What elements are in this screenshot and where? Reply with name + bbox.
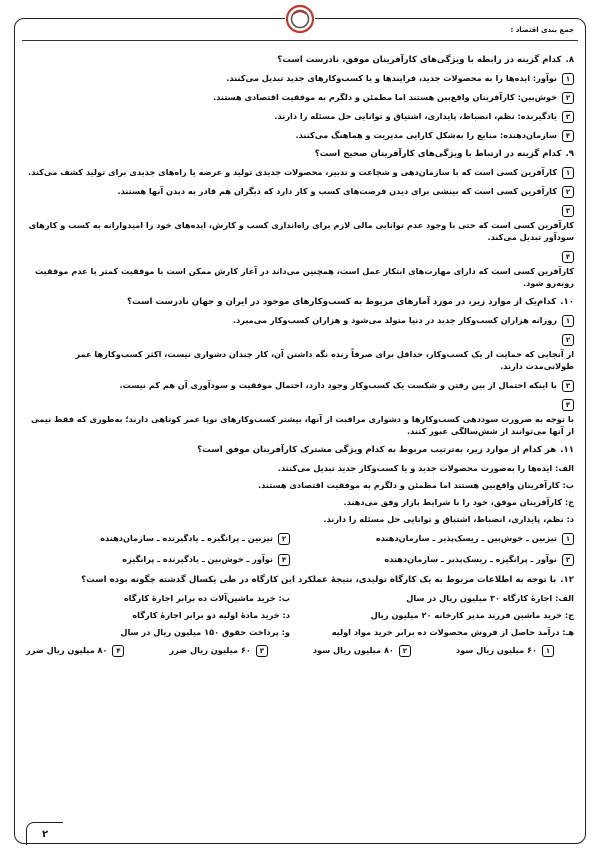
option-number: ۴ (562, 399, 574, 411)
question-title: ۹.کدام گزینه در ارتباط با ویژگی‌های کارآفرینان صحیح است؟ (314, 149, 574, 159)
option[interactable]: ۱ کارآفرین کسی است که با سازمان‌دهی و شجاعت و تدبیر، محصولات جدیدی تولید و عرضه یا راه‌های جدیدی برای تولید کشف می‌کند. (26, 166, 574, 179)
statement: ج: کارآفرینان موفق، خود را با شرایط بازار وفق می‌دهند. (343, 497, 574, 507)
option-number: ۲ (278, 533, 290, 545)
option[interactable]: ۱ نوآور: ایده‌ها را به محصولات جدید، فرایندها و یا کسب‌وکارهای جدید تبدیل می‌کنند. (26, 72, 574, 85)
statement: ب: کارآفرینان واقع‌بین هستند اما مطمئن و دلگرم به موفقیت اقتصادی هستند. (257, 480, 574, 490)
option-number: ۲ (562, 92, 574, 104)
question-11 (26, 444, 574, 568)
info-item: ب: خرید ماشین‌آلات ده برابر اجارهٔ کارگاه (123, 593, 290, 603)
question-9 (26, 148, 574, 289)
option[interactable]: ۱ روزانه هزاران کسب‌وکار جدید در دنیا متولد می‌شود و هزاران کسب‌وکار می‌میرد. (26, 314, 574, 327)
info-item: و: پرداخت حقوق ۱۵۰ میلیون ریال در سال (120, 627, 290, 637)
option-number: ۴ (112, 645, 124, 657)
option-number: ۲ (562, 334, 574, 346)
option[interactable]: ۲ خوش‌بین: کارآفرینان واقع‌بین هستند اما مطمئن و دلگرم به موفقیت اقتصادی هستند. (26, 91, 574, 104)
option[interactable]: ۱ تیزبین ـ خوش‌بین ـ ریسک‌پذیر ـ سازمان‌دهنده (310, 532, 574, 545)
option[interactable]: ۲ کارآفرین کسی است که بینشی برای دیدن فرصت‌های کسب و کار دارد که دیگران هم قادر به دیدن آنها هستند. (26, 185, 574, 198)
option-number: ۱ (562, 315, 574, 327)
options-row (26, 644, 574, 657)
header-label: جمع بندی اقتصاد : (510, 26, 574, 34)
options-grid (26, 530, 574, 568)
option[interactable]: ۳ ۶۰ میلیون ریال ضرر (169, 644, 267, 657)
questions-content (26, 48, 574, 657)
header-divider (22, 40, 578, 41)
option[interactable]: ۲ ۸۰ میلیون ریال سود (313, 644, 411, 657)
question-title: ۱۱.هر کدام از موارد زیر، به‌ترتیب مربوط به کدام ویژگی مشترک کارآفرینان موفق است؟ (197, 445, 574, 455)
question-8 (26, 54, 574, 142)
info-item: الف: اجارهٔ کارگاه ۳۰ میلیون ریال در سال (406, 593, 574, 603)
option-number: ۳ (562, 380, 574, 392)
info-item: هـ: درآمد حاصل از فروش محصولات ده برابر خرید مواد اولیه (331, 627, 574, 637)
info-item: ج: خرید ماشین فرزند مدیر کارخانه ۲۰ میلیون ریال (370, 610, 574, 620)
option-number: ۱ (542, 645, 554, 657)
page-number: ۲ (26, 822, 63, 845)
option[interactable]: ۴ ۸۰ میلیون ریال ضرر (26, 644, 124, 657)
option-number: ۳ (256, 645, 268, 657)
logo-icon (285, 4, 315, 34)
option[interactable]: ۲ از آنجایی که حمایت از یک کسب‌وکار، حداقل برای صرفاً زنده نگه داشتن آن، کار چندان دشواری نیست، اکثر کسب‌وکارها عمر طولانی‌مدت دارند. (75, 336, 574, 371)
option[interactable]: ۲ تیزبین ـ پرانگیزه ـ یادگیرنده ـ سازمان‌دهنده (26, 532, 290, 545)
question-10 (26, 296, 574, 437)
option-number: ۱ (562, 533, 574, 545)
option-number: ۳ (562, 554, 574, 566)
question-title: ۱۰.کدام‌یک از موارد زیر، در مورد آمارهای مربوط به کسب‌وکارهای موجود در ایران و جهان نادرست است؟ (126, 297, 574, 307)
option-number: ۱ (562, 167, 574, 179)
statement: الف: ایده‌ها را به‌صورت محصولات جدید و یا کسب‌وکار جدید تبدیل می‌کنند. (277, 463, 574, 473)
option[interactable]: ۴ سازمان‌دهنده: منابع را به‌شکل کارایی مدیریت و هماهنگ می‌کنند. (26, 129, 574, 142)
option[interactable]: ۱ ۶۰ میلیون ریال سود (456, 644, 554, 657)
question-title: ۱۲.با توجه به اطلاعات مربوط به یک کارگاه تولیدی، نتیجهٔ عملکرد این کارگاه در طی یکسال گذشته چگونه بوده است؟ (81, 575, 574, 585)
option[interactable]: ۳ کارآفرین کسی است که حتی با وجود عدم توانایی مالی لازم برای راه‌اندازی کسب و کارش، ایده‌های خود را امیدوارانه به کسب و کارهای سودآور تبدیل می‌کند. (28, 207, 574, 242)
info-grid (26, 592, 574, 638)
option-number: ۴ (562, 251, 574, 263)
info-item: د: خرید مادهٔ اولیه دو برابر اجارهٔ کارگاه (132, 610, 290, 620)
option-number: ۳ (562, 111, 574, 123)
option-number: ۱ (562, 73, 574, 85)
statement: د: نظم، پایداری، انضباط، اشتیاق و توانایی حل مسئله را دارند. (323, 514, 574, 524)
question-12 (26, 574, 574, 657)
option-number: ۳ (562, 205, 574, 217)
option[interactable]: ۳ نوآور ـ پرانگیزه ـ ریسک‌پذیر ـ سازمان‌دهنده (310, 553, 574, 566)
option-number: ۴ (278, 554, 290, 566)
question-title: ۸.کدام گزینه در رابطه با ویژگی‌های کارآفرینان موفق، نادرست است؟ (277, 55, 574, 65)
option-number: ۲ (399, 645, 411, 657)
option-number: ۴ (562, 130, 574, 142)
option[interactable]: ۴ نوآور ـ خوش‌بین ـ یادگیرنده ـ پرانگیزه (26, 553, 290, 566)
option[interactable]: ۴ با توجه به ضرورت سوددهی کسب‌وکارها و دشواری مراقبت از آنها، بیشتر کسب‌وکارهای نوپا عمر کوتاهی دارند؛ به‌طوری که فقط نیمی از آنها می‌توانند از شش‌سالگی عبور کنند. (30, 401, 574, 436)
option[interactable]: ۴ کارآفرین کسی است که دارای مهارت‌های ابتکار عمل است، همچنین می‌داند در آغاز کارش ممکن است با موفقیت کمتر یا عدم موفقیت روبه‌رو شود. (35, 253, 574, 288)
option[interactable]: ۳ با اینکه احتمال از بین رفتن و شکست یک کسب‌وکار وجود دارد، احتمال موفقیت و سودآوری آن هم کم نیست. (26, 379, 574, 392)
option-number: ۲ (562, 186, 574, 198)
option[interactable]: ۳ یادگیرنده: نظم، انضباط، پایداری، اشتیاق و توانایی حل مسئله را دارند. (26, 110, 574, 123)
